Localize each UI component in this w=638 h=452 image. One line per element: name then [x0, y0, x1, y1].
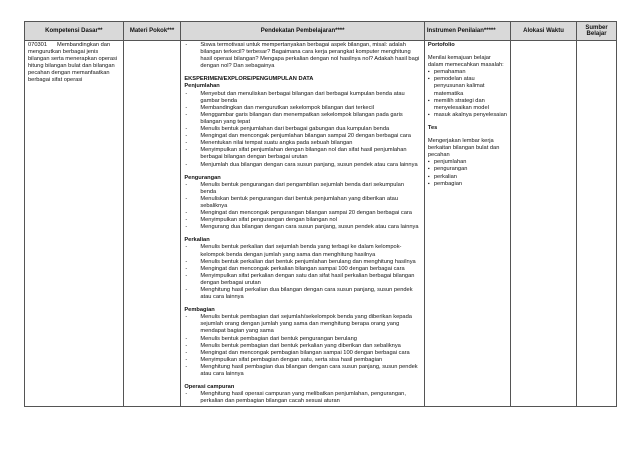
list-item: ▪ pemahaman: [428, 69, 507, 76]
cell-materi-pokok: [123, 41, 181, 407]
list-item: ▪ pemodelan atau penyusunan kalimat matematika: [428, 76, 507, 97]
table-header-row: [25, 22, 617, 41]
campuran-list: [184, 391, 421, 405]
pengurangan-section: [184, 175, 421, 232]
tes-title: Tes: [427, 124, 438, 131]
intro-item: - Siswa termotivasi untuk mempertanyakan berbagai aspek bilangan, misal: adalah bilangan terkecil? terbesar? Bagaimana cara kerja perangkat komputer menghitung hasil operasi bilangan? Mengapa perkalian dengan nol hasilnya nol? Adakah hasil bagi dengan nol? Dan sebagainya: [184, 42, 421, 70]
tes-intro: Mengerjakan lembar kerja berkaitan bilangan bulat dan pecahan: [427, 138, 500, 159]
kd-text: Membandingkan dan mengurutkan berbagai jenis bilangan serta menerapkan operasi hitung bilangan bulat dan bilangan pecahan dengan memanfaatkan berbagai sifat operasi: [28, 42, 118, 84]
list-item: ▪ memilih strategi dan menyelesaikan model: [428, 98, 507, 112]
list-item: - Mengingat dan mencongak perkalian bilangan sampai 100 dengan berbagai cara: [184, 266, 421, 273]
intro-list: [184, 42, 421, 70]
penjumlahan-title: Penjumlahan: [184, 83, 220, 90]
header-pendekatan-pembelajaran: Pendekatan Pembelajaran****: [181, 22, 425, 41]
list-item: ▪ masuk akalnya penyelesaian: [428, 112, 507, 119]
header-alokasi-waktu: Alokasi Waktu: [510, 22, 576, 41]
cell-kompetensi-dasar: [25, 41, 124, 407]
list-item: - Menyimpulkan sifat perkalian dengan satu dan sifat hasil perkalian berbagai bilangan dengan berbagai urutan: [184, 273, 421, 287]
list-item: - Menyebut dan menuliskan berbagai bilangan dari berbagai kumpulan benda atau gambar benda: [184, 91, 421, 105]
campuran-title: Operasi campuran: [184, 384, 235, 391]
penjumlahan-list: [184, 91, 421, 169]
list-item: - Mengingat dan mencongak penjumlahan bilangan sampai 20 dengan berbagai cara: [184, 133, 421, 140]
list-item: - Menghitung hasil pembagian dua bilangan dengan cara susun panjang, susun pendek atau cara lainnya: [184, 364, 421, 378]
list-item: - Menjumlah dua bilangan dengan cara susun panjang, susun pendek atau cara lainnya: [184, 162, 421, 169]
list-item: - Menghitung hasil operasi campuran yang melibatkan penjumlahan, pengurangan, perkalian dan pembagian bilangan cacah sesuai aturan: [184, 391, 421, 405]
cell-instrumen-penilaian: [424, 41, 510, 407]
list-item: - Menulis bentuk perkalian dari sejumlah benda yang terbagi ke dalam kelompok-kelompok benda dengan jumlah yang sama dan menghitung hasilnya: [184, 244, 421, 258]
header-materi-pokok: Materi Pokok***: [123, 22, 181, 41]
list-item: - Menulis bentuk pembagian dari bentuk perkalian yang diberikan dan sebaliknya: [184, 343, 421, 350]
perkalian-title: Perkalian: [184, 237, 210, 244]
list-item: - Menyimpulkan sifat pembagian dengan satu, serta sisa hasil pembagian: [184, 357, 421, 364]
list-item: - Menggambar garis bilangan dan menempatkan sekelompok bilangan pada garis bilangan yang tepat: [184, 112, 421, 126]
portofolio-intro: Menilai kemajuan belajar dalam memecahkan masalah:: [427, 55, 504, 69]
cell-sumber-belajar: [577, 41, 617, 407]
list-item: ▪ pembagian: [428, 181, 507, 188]
list-item: ▪ penjumlahan: [428, 159, 507, 166]
campuran-section: [184, 384, 421, 405]
portofolio-title: Portofolio: [427, 42, 455, 48]
pembagian-section: [184, 307, 421, 378]
perkalian-list: [184, 244, 421, 301]
cell-alokasi-waktu: [510, 41, 576, 407]
list-item: ▪ pengurangan: [428, 166, 507, 173]
list-item: - Menulis bentuk pengurangan dari pengambilan sejumlah benda dari sekumpulan benda: [184, 182, 421, 196]
portofolio-list: [428, 69, 507, 119]
kd-code: 070301: [28, 42, 47, 48]
list-item: - Menulis bentuk penjumlahan dari berbagai gabungan dua kumpulan benda: [184, 126, 421, 133]
pengurangan-list: [184, 182, 421, 232]
pengurangan-title: Pengurangan: [184, 174, 221, 181]
pembagian-list: [184, 314, 421, 378]
header-sumber-belajar: Sumber Belajar: [577, 22, 617, 41]
eksperimen-section: [184, 76, 421, 168]
tes-list: [428, 159, 507, 187]
list-item: - Mengingat dan mencongak pembagian bilangan sampai 100 dengan berbagai cara: [184, 350, 421, 357]
list-item: - Mengingat dan mencongak pengurangan bilangan sampai 20 dengan berbagai cara: [184, 210, 421, 217]
eksperimen-title: EKSPERIMEN/EXPLORE/PENGUMPULAN DATA: [184, 76, 314, 83]
list-item: ▪ perkalian: [428, 174, 507, 181]
syllabus-table: [24, 21, 617, 407]
list-item: - Membandingkan dan mengurutkan sekelompok bilangan dari terkecil: [184, 105, 421, 112]
pembagian-title: Pembagian: [184, 307, 215, 314]
header-instrumen-penilaian: Instrumen Penilaian*****: [424, 22, 510, 41]
table-row: [25, 41, 617, 407]
list-item: - Menulis bentuk pembagian dari bentuk pengurangan berulang: [184, 336, 421, 343]
list-item: - Menulis bentuk perkalian dari bentuk penjumlahan berulang dan menghitung hasilnya: [184, 259, 421, 266]
list-item: - Menyimpulkan sifat pengurangan dengan bilangan nol: [184, 217, 421, 224]
list-item: - Menuliskan bentuk pengurangan dari bentuk penjumlahan yang diberikan atau sebaliknya: [184, 196, 421, 210]
list-item: - Menyimpulkan sifat penjumlahan dengan bilangan nol dan sifat hasil penjumlahan berbagai bilangan dengan berbagai urutan: [184, 147, 421, 161]
perkalian-section: [184, 237, 421, 301]
list-item: - Menulis bentuk pembagian dari sejumlah/sekelompok benda yang diberikan kepada sejumlah orang dengan jumlah yang sama dan menghitung berapa orang yang mendapat bagian yang sama: [184, 314, 421, 335]
list-item: - Menentukan nilai tempat suatu angka pada sebuah bilangan: [184, 140, 421, 147]
cell-pendekatan: [181, 41, 425, 407]
list-item: - Mengurang dua bilangan dengan cara susun panjang, susun pendek atau cara lainnya: [184, 224, 421, 231]
list-item: - Menghitung hasil perkalian dua bilangan dengan cara susun panjang, susun pendek atau cara lainnya: [184, 287, 421, 301]
header-kompetensi-dasar: Kompetensi Dasar**: [25, 22, 124, 41]
